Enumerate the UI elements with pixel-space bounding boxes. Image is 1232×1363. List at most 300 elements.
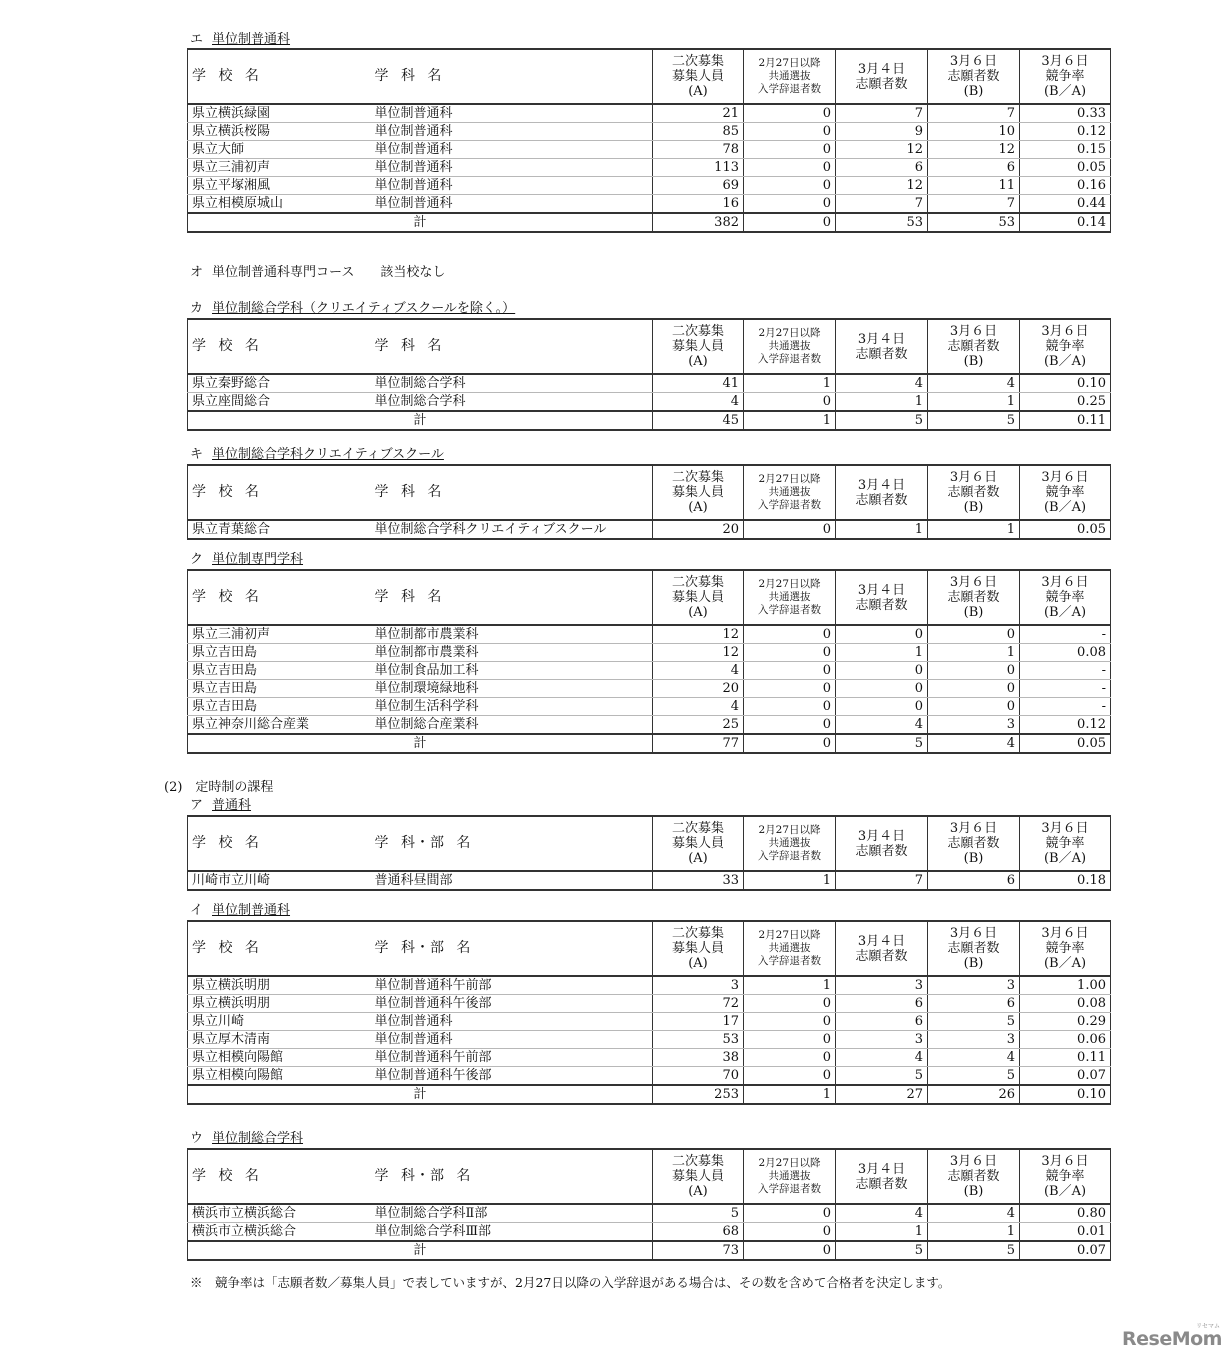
applicants-mar6-cell: 4 [928,1204,1020,1223]
school-name-cell: 県立三浦初声 [188,625,371,644]
total-capacity: 77 [653,734,744,753]
table-row [188,680,1111,698]
department-cell: 単位制普通科 [371,159,653,177]
column-header-withdrawals: 2月27日以降 共通選抜 入学辞退者数 [744,465,836,520]
capacity-cell: 4 [653,698,744,716]
applicants-mar6-cell: 1 [928,520,1020,539]
column-header-department: 学 科･部 名 [371,921,653,976]
applicants-mar4-cell: 3 [836,1031,928,1049]
applicants-mar4-cell: 1 [836,644,928,662]
applicants-mar4-cell: 6 [836,159,928,177]
table-row [188,141,1111,159]
applicants-mar4-cell: 4 [836,1204,928,1223]
column-header-applicants-mar6: 3月６日 志願者数 (B) [928,570,1020,625]
withdrawals-cell: 0 [744,680,836,698]
table-part-time-general [187,815,1111,891]
ratio-cell: 0.11 [1020,1049,1111,1067]
school-name-cell: 県立大師 [188,141,371,159]
capacity-cell: 69 [653,177,744,195]
capacity-cell: 12 [653,644,744,662]
capacity-cell: 17 [653,1013,744,1031]
withdrawals-cell: 0 [744,195,836,214]
ratio-cell: - [1020,662,1111,680]
applicants-mar6-cell: 5 [928,1067,1020,1086]
school-name-cell: 県立三浦初声 [188,159,371,177]
total-ratio: 0.05 [1020,734,1111,753]
ratio-cell: - [1020,698,1111,716]
column-header-ratio: 3月６日 競争率 (B／A) [1020,319,1111,374]
school-name-cell: 県立横浜桜陽 [188,123,371,141]
capacity-cell: 38 [653,1049,744,1067]
school-name-cell: 県立吉田島 [188,644,371,662]
column-header-withdrawals: 2月27日以降 共通選抜 入学辞退者数 [744,1149,836,1204]
department-cell: 単位制普通科 [371,195,653,214]
table-row [188,644,1111,662]
applicants-mar6-cell: 11 [928,177,1020,195]
applicants-mar6-cell: 0 [928,625,1020,644]
column-header-applicants-mar6: 3月６日 志願者数 (B) [928,319,1020,374]
total-applicants-mar6: 4 [928,734,1020,753]
column-header-applicants-mar4: 3月４日 志願者数 [836,49,928,104]
capacity-cell: 70 [653,1067,744,1086]
total-applicants-mar4: 53 [836,213,928,232]
withdrawals-cell: 0 [744,698,836,716]
section-title-ki: キ 単位制総合学科クリエイティブスクール [190,447,444,462]
withdrawals-cell: 0 [744,520,836,539]
table-row [188,871,1111,890]
applicants-mar4-cell: 7 [836,195,928,214]
department-cell: 単位制都市農業科 [371,625,653,644]
table-row [188,159,1111,177]
column-header-applicants-mar4: 3月４日 志願者数 [836,465,928,520]
applicants-mar4-cell: 3 [836,976,928,995]
applicants-mar4-cell: 7 [836,104,928,123]
department-cell: 単位制普通科午後部 [371,1067,653,1086]
ratio-cell: - [1020,680,1111,698]
withdrawals-cell: 0 [744,644,836,662]
header-row [188,570,1111,625]
applicants-mar6-cell: 1 [928,644,1020,662]
table-row [188,1223,1111,1242]
total-label: 計 [188,1085,653,1104]
column-header-applicants-mar6: 3月６日 志願者数 (B) [928,1149,1020,1204]
applicants-mar4-cell: 0 [836,662,928,680]
total-withdrawals: 1 [744,411,836,430]
total-applicants-mar6: 53 [928,213,1020,232]
capacity-cell: 78 [653,141,744,159]
total-capacity: 45 [653,411,744,430]
ratio-cell: 0.80 [1020,1204,1111,1223]
column-header-school: 学 校 名 [188,49,371,104]
header-row [188,319,1111,374]
table-row [188,1049,1111,1067]
ratio-cell: 0.07 [1020,1067,1111,1086]
applicants-mar4-cell: 4 [836,374,928,393]
total-label: 計 [188,213,653,232]
withdrawals-cell: 0 [744,1049,836,1067]
section-title-a: ア 普通科 [190,798,252,813]
column-header-capacity: 二次募集 募集人員 (A) [653,49,744,104]
column-header-withdrawals: 2月27日以降 共通選抜 入学辞退者数 [744,319,836,374]
header-row [188,49,1111,104]
resemom-watermark-logo: ReseMom リセマム [1122,1323,1222,1350]
school-name-cell: 県立相模原城山 [188,195,371,214]
total-row [188,1241,1111,1260]
column-header-school: 学 校 名 [188,816,371,871]
total-capacity: 382 [653,213,744,232]
table-row [188,104,1111,123]
total-withdrawals: 0 [744,213,836,232]
department-cell: 単位制総合学科 [371,374,653,393]
department-cell: 単位制都市農業科 [371,644,653,662]
capacity-cell: 21 [653,104,744,123]
capacity-cell: 68 [653,1223,744,1242]
header-row [188,816,1111,871]
table-row [188,374,1111,393]
ratio-cell: 0.44 [1020,195,1111,214]
table-row [188,698,1111,716]
column-header-applicants-mar4: 3月４日 志願者数 [836,816,928,871]
footnote: ※ 競争率は「志願者数／募集人員」で表していますが、2月27日以降の入学辞退がある場合は、その数を含めて合格者を決定します。 [190,1275,951,1290]
school-name-cell: 県立吉田島 [188,698,371,716]
total-withdrawals: 0 [744,734,836,753]
section-title-i: イ 単位制普通科 [190,903,291,918]
withdrawals-cell: 0 [744,104,836,123]
column-header-applicants-mar4: 3月４日 志願者数 [836,319,928,374]
column-header-department: 学 科 名 [371,49,653,104]
table-unit-general [187,48,1111,233]
capacity-cell: 12 [653,625,744,644]
applicants-mar4-cell: 4 [836,716,928,735]
column-header-withdrawals: 2月27日以降 共通選抜 入学辞退者数 [744,921,836,976]
column-header-department: 学 科･部 名 [371,1149,653,1204]
column-header-withdrawals: 2月27日以降 共通選抜 入学辞退者数 [744,816,836,871]
department-cell: 単位制総合学科Ⅲ部 [371,1223,653,1242]
department-cell: 単位制普通科 [371,1013,653,1031]
school-name-cell: 県立厚木清南 [188,1031,371,1049]
column-header-ratio: 3月６日 競争率 (B／A) [1020,816,1111,871]
column-header-department: 学 科 名 [371,465,653,520]
table-part-time-unit-comprehensive [187,1148,1111,1261]
ratio-cell: 0.10 [1020,374,1111,393]
column-header-school: 学 校 名 [188,319,371,374]
department-cell: 単位制普通科 [371,141,653,159]
column-header-applicants-mar6: 3月６日 志願者数 (B) [928,465,1020,520]
department-cell: 普通科昼間部 [371,871,653,890]
total-capacity: 73 [653,1241,744,1260]
ratio-cell: 0.33 [1020,104,1111,123]
applicants-mar6-cell: 3 [928,1031,1020,1049]
applicants-mar4-cell: 5 [836,1067,928,1086]
withdrawals-cell: 1 [744,976,836,995]
column-header-ratio: 3月６日 競争率 (B／A) [1020,570,1111,625]
applicants-mar6-cell: 4 [928,1049,1020,1067]
applicants-mar6-cell: 6 [928,995,1020,1013]
withdrawals-cell: 0 [744,159,836,177]
column-header-applicants-mar6: 3月６日 志願者数 (B) [928,49,1020,104]
applicants-mar4-cell: 6 [836,1013,928,1031]
withdrawals-cell: 1 [744,871,836,890]
ratio-cell: 0.05 [1020,520,1111,539]
column-header-capacity: 二次募集 募集人員 (A) [653,921,744,976]
school-name-cell: 県立神奈川総合産業 [188,716,371,735]
column-header-ratio: 3月６日 競争率 (B／A) [1020,921,1111,976]
ratio-cell: 0.05 [1020,159,1111,177]
total-applicants-mar6: 26 [928,1085,1020,1104]
no-school-note: 該当校なし [380,265,446,280]
department-cell: 単位制普通科 [371,123,653,141]
applicants-mar6-cell: 10 [928,123,1020,141]
ratio-cell: 0.16 [1020,177,1111,195]
school-name-cell: 県立平塚湘風 [188,177,371,195]
department-cell: 単位制総合学科クリエイティブスクール [371,520,653,539]
ratio-cell: 0.29 [1020,1013,1111,1031]
department-cell: 単位制普通科午前部 [371,1049,653,1067]
header-row [188,465,1111,520]
school-name-cell: 県立青葉総合 [188,520,371,539]
applicants-mar6-cell: 12 [928,141,1020,159]
column-header-ratio: 3月６日 競争率 (B／A) [1020,1149,1111,1204]
applicants-mar6-cell: 7 [928,104,1020,123]
applicants-mar6-cell: 1 [928,393,1020,412]
applicants-mar4-cell: 1 [836,393,928,412]
total-applicants-mar4: 27 [836,1085,928,1104]
ratio-cell: 1.00 [1020,976,1111,995]
total-row [188,1085,1111,1104]
withdrawals-cell: 0 [744,177,836,195]
total-row [188,734,1111,753]
column-header-department: 学 科･部 名 [371,816,653,871]
header-row [188,1149,1111,1204]
capacity-cell: 41 [653,374,744,393]
department-cell: 単位制普通科 [371,104,653,123]
department-cell: 単位制生活科学科 [371,698,653,716]
capacity-cell: 20 [653,520,744,539]
total-ratio: 0.07 [1020,1241,1111,1260]
column-header-school: 学 校 名 [188,465,371,520]
applicants-mar6-cell: 1 [928,1223,1020,1242]
applicants-mar6-cell: 0 [928,662,1020,680]
total-row [188,213,1111,232]
total-applicants-mar6: 5 [928,411,1020,430]
school-name-cell: 横浜市立横浜総合 [188,1204,371,1223]
table-row [188,976,1111,995]
applicants-mar4-cell: 0 [836,698,928,716]
withdrawals-cell: 0 [744,1223,836,1242]
total-applicants-mar4: 5 [836,734,928,753]
table-row [188,177,1111,195]
ratio-cell: 0.08 [1020,995,1111,1013]
section-title-ku: ク 単位制専門学科 [190,552,304,567]
school-name-cell: 県立相模向陽館 [188,1067,371,1086]
table-row [188,1204,1111,1223]
total-label: 計 [188,1241,653,1260]
total-label: 計 [188,411,653,430]
school-name-cell: 県立川崎 [188,1013,371,1031]
column-header-school: 学 校 名 [188,570,371,625]
capacity-cell: 5 [653,1204,744,1223]
total-withdrawals: 0 [744,1241,836,1260]
department-cell: 単位制総合学科Ⅱ部 [371,1204,653,1223]
department-cell: 単位制普通科午前部 [371,976,653,995]
table-row [188,123,1111,141]
ratio-cell: 0.15 [1020,141,1111,159]
ratio-cell: 0.12 [1020,123,1111,141]
capacity-cell: 16 [653,195,744,214]
ratio-cell: 0.01 [1020,1223,1111,1242]
ratio-cell: 0.25 [1020,393,1111,412]
total-ratio: 0.10 [1020,1085,1111,1104]
applicants-mar6-cell: 6 [928,871,1020,890]
column-header-applicants-mar4: 3月４日 志願者数 [836,921,928,976]
total-ratio: 0.14 [1020,213,1111,232]
column-header-school: 学 校 名 [188,921,371,976]
department-cell: 単位制総合産業科 [371,716,653,735]
withdrawals-cell: 0 [744,662,836,680]
withdrawals-cell: 0 [744,995,836,1013]
column-header-ratio: 3月６日 競争率 (B／A) [1020,465,1111,520]
column-header-ratio: 3月６日 競争率 (B／A) [1020,49,1111,104]
table-row [188,662,1111,680]
column-header-capacity: 二次募集 募集人員 (A) [653,319,744,374]
capacity-cell: 20 [653,680,744,698]
table-row [188,1067,1111,1086]
withdrawals-cell: 0 [744,716,836,735]
department-cell: 単位制総合学科 [371,393,653,412]
capacity-cell: 113 [653,159,744,177]
column-header-withdrawals: 2月27日以降 共通選抜 入学辞退者数 [744,570,836,625]
section-title-u: ウ 単位制総合学科 [190,1131,304,1146]
applicants-mar6-cell: 5 [928,1013,1020,1031]
withdrawals-cell: 0 [744,1067,836,1086]
department-cell: 単位制食品加工科 [371,662,653,680]
column-header-department: 学 科 名 [371,570,653,625]
withdrawals-cell: 0 [744,1031,836,1049]
ratio-cell: 0.08 [1020,644,1111,662]
department-cell: 単位制普通科 [371,1031,653,1049]
capacity-cell: 3 [653,976,744,995]
school-name-cell: 県立座間総合 [188,393,371,412]
applicants-mar4-cell: 0 [836,680,928,698]
table-row [188,393,1111,412]
table-row [188,1013,1111,1031]
school-name-cell: 県立秦野総合 [188,374,371,393]
withdrawals-cell: 0 [744,1204,836,1223]
applicants-mar6-cell: 0 [928,698,1020,716]
section-title-e: エ 単位制普通科 [190,32,291,47]
school-name-cell: 県立吉田島 [188,680,371,698]
school-name-cell: 県立横浜明朋 [188,976,371,995]
table-row [188,995,1111,1013]
total-withdrawals: 1 [744,1085,836,1104]
ratio-cell: - [1020,625,1111,644]
applicants-mar6-cell: 7 [928,195,1020,214]
applicants-mar6-cell: 0 [928,680,1020,698]
total-capacity: 253 [653,1085,744,1104]
column-header-department: 学 科 名 [371,319,653,374]
total-ratio: 0.11 [1020,411,1111,430]
ratio-cell: 0.12 [1020,716,1111,735]
applicants-mar4-cell: 9 [836,123,928,141]
table-creative-school [187,464,1111,540]
total-applicants-mar4: 5 [836,1241,928,1260]
applicants-mar6-cell: 6 [928,159,1020,177]
school-name-cell: 県立相模向陽館 [188,1049,371,1067]
withdrawals-cell: 1 [744,374,836,393]
table-row [188,625,1111,644]
department-cell: 単位制普通科午後部 [371,995,653,1013]
column-header-capacity: 二次募集 募集人員 (A) [653,570,744,625]
capacity-cell: 72 [653,995,744,1013]
applicants-mar4-cell: 12 [836,141,928,159]
total-label: 計 [188,734,653,753]
applicants-mar4-cell: 12 [836,177,928,195]
column-header-withdrawals: 2月27日以降 共通選抜 入学辞退者数 [744,49,836,104]
total-applicants-mar6: 5 [928,1241,1020,1260]
applicants-mar6-cell: 3 [928,716,1020,735]
applicants-mar4-cell: 7 [836,871,928,890]
withdrawals-cell: 0 [744,141,836,159]
total-row [188,411,1111,430]
applicants-mar6-cell: 4 [928,374,1020,393]
section-title-ka: カ 単位制総合学科（クリエイティブスクールを除く。） [190,301,516,316]
applicants-mar4-cell: 0 [836,625,928,644]
capacity-cell: 33 [653,871,744,890]
withdrawals-cell: 0 [744,1013,836,1031]
applicants-mar4-cell: 6 [836,995,928,1013]
table-part-time-unit-general [187,920,1111,1105]
ratio-cell: 0.18 [1020,871,1111,890]
ratio-cell: 0.06 [1020,1031,1111,1049]
header-row [188,921,1111,976]
withdrawals-cell: 0 [744,123,836,141]
total-applicants-mar4: 5 [836,411,928,430]
department-cell: 単位制普通科 [371,177,653,195]
table-row [188,520,1111,539]
table-unit-comprehensive [187,318,1111,431]
capacity-cell: 4 [653,393,744,412]
column-header-school: 学 校 名 [188,1149,371,1204]
withdrawals-cell: 0 [744,625,836,644]
school-name-cell: 県立吉田島 [188,662,371,680]
column-header-applicants-mar4: 3月４日 志願者数 [836,1149,928,1204]
table-row [188,1031,1111,1049]
capacity-cell: 85 [653,123,744,141]
table-row [188,716,1111,735]
table-row [188,195,1111,214]
column-header-applicants-mar6: 3月６日 志願者数 (B) [928,816,1020,871]
school-name-cell: 川崎市立川崎 [188,871,371,890]
school-name-cell: 県立横浜明朋 [188,995,371,1013]
capacity-cell: 25 [653,716,744,735]
applicants-mar4-cell: 4 [836,1049,928,1067]
applicants-mar4-cell: 1 [836,520,928,539]
withdrawals-cell: 0 [744,393,836,412]
school-name-cell: 県立横浜緑園 [188,104,371,123]
capacity-cell: 4 [653,662,744,680]
part-title-part-time: (2) 定時制の課程 [164,780,274,795]
capacity-cell: 53 [653,1031,744,1049]
section-title-o: オ 単位制普通科専門コース 該当校なし [190,265,446,280]
department-cell: 単位制環境緑地科 [371,680,653,698]
column-header-applicants-mar6: 3月６日 志願者数 (B) [928,921,1020,976]
school-name-cell: 横浜市立横浜総合 [188,1223,371,1242]
applicants-mar6-cell: 3 [928,976,1020,995]
table-unit-specialized [187,569,1111,754]
column-header-capacity: 二次募集 募集人員 (A) [653,465,744,520]
applicants-mar4-cell: 1 [836,1223,928,1242]
column-header-capacity: 二次募集 募集人員 (A) [653,816,744,871]
